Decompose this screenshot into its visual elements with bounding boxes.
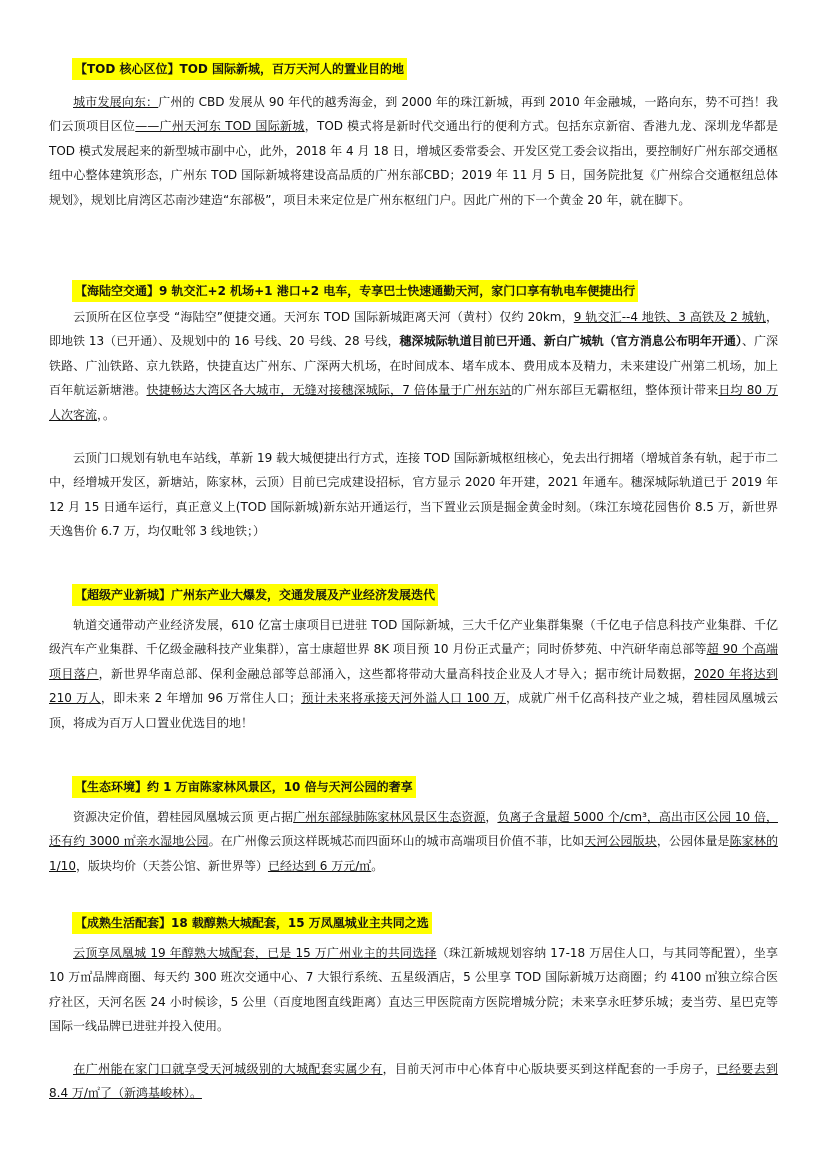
text-run: ，即未来 2 年增加 96 万常住人口； xyxy=(100,691,302,706)
underlined-text: 天河公园版块 xyxy=(584,834,657,849)
text-run: ，即地铁 13（已开通）、及规划中的 16 号线、20 号线、28 号线， xyxy=(49,310,778,349)
underlined-text: 云顶享凤凰城 19 年醇熟大城配套，已是 15 万广州业主的共同选择 xyxy=(73,946,437,960)
text-run: 轨道交通带动产业经济发展，610 亿富士康项目已进驻 TOD 国际新城，三大千亿产业集群集聚（千亿电子信息科技产业集群、千亿级汽车产业集群、千亿级金融科技产业集群），富士康超世界 8K 项目预 10 月份正式量产；同时侨梦苑、中汽研华南总部等 xyxy=(49,618,778,657)
underlined-text: 预计未来将承接天河外溢人口 100 万 xyxy=(301,691,507,706)
underlined-text: 快捷畅达大湾区各大城市，无缝对接穗深城际，7 倍体量于广州东站 xyxy=(146,383,512,398)
text-run: ，新世界华南总部、保利金融总部等总部涌入，这些都将带动大量高科技企业及人才导入；据市统计局数据， xyxy=(98,666,695,681)
text-run: 。在广州像云顶这样既城芯而四面环山的城市高端项目价值不菲，比如 xyxy=(208,834,585,849)
section-heading-ecology: 【生态环境】约 1 万亩陈家林风景区，10 倍与天河公园的奢享 xyxy=(72,776,416,798)
paragraph xyxy=(49,805,778,878)
text-run: ，。 xyxy=(97,407,116,422)
underlined-text: 超 90 个高端项目落户 xyxy=(49,642,778,681)
paragraph xyxy=(49,941,778,1039)
text-run: ，公园体量是 xyxy=(656,834,730,849)
underlined-text: 2020 年将达到 210 万人 xyxy=(49,666,778,706)
text-run: （珠江新城规划容纳 17-18 万居住人口，与其同等配置），坐享 10 万㎡品牌商圈、每天约 300 班次交通中心、7 大银行系统、五星级酒店，5 公里享 TOD 国际新城万达商圈；约 4100 ㎡独立综合医疗社区，天河名医 24 小时候诊，5 公里（百度地图直线距离）直达三甲医院南方医院增城分院；未来享永旺梦乐城；麦当劳、星巴克等国际一线品牌已进驻并投入使用。 xyxy=(49,946,778,1034)
underlined-text: 日均 80 万人次客流 xyxy=(49,383,778,422)
underlined-text: 陈家林的 1/10 xyxy=(49,834,778,873)
paragraph xyxy=(49,305,778,427)
text-run: 、广深铁路、广汕铁路、京九铁路，快捷直达广州东、广深两大机场，在时间成本、堵车成本、费用成本及精力，未来建设广州第二机场，加上百年航运新塘港。 xyxy=(49,334,778,398)
underlined-text: ——广州天河东 TOD 国际新城 xyxy=(135,119,305,134)
text-run: ，版块均价（天荟公馆、新世界等） xyxy=(75,858,268,873)
bold-text: 穗深城际轨道目前已开通、新白广城轨（官方消息公布明年开通） xyxy=(399,334,742,349)
text-run: ，成就广州千亿高科技产业之城，碧桂园凤凰城云顶，将成为百万人口置业优选目的地！ xyxy=(49,691,778,730)
paragraph xyxy=(49,1057,778,1106)
section-heading-amenities: 【成熟生活配套】18 载醇熟大城配套，15 万凤凰城业主共同之选 xyxy=(72,912,432,934)
text-run: ，目前天河市中心体育中心版块要买到这样配套的一手房子， xyxy=(382,1062,717,1076)
section-heading-industry: 【超级产业新城】广州东产业大爆发，交通发展及产业经济发展迭代 xyxy=(72,584,438,606)
underlined-text: 广州东部绿肺陈家林风景区生态资源 xyxy=(293,810,486,824)
section-heading-tod-location: 【TOD 核心区位】TOD 国际新城，百万天河人的置业目的地 xyxy=(72,58,407,80)
underlined-text: 负离子含量超 5000 个/cm³，高出市区公园 10 倍，还有约 3000 ㎡亲水湿地公园 xyxy=(49,810,778,849)
underlined-text: 在广州能在家门口就享受天河城级别的大城配套实属少有 xyxy=(73,1062,383,1076)
text-run: ，TOD 模式将是新时代交通出行的便利方式。包括东京新宿、香港九龙、深圳龙华都是 TOD 模式发展起来的新型城市副中心，此外，2018 年 4 月 18 日，增城区委常委会、开发区党工委会议指出，要控制好广州东部交通枢纽中心整体建筑形态，广州东 TOD 国际新城将建设高品质的广州东部CBD；2019 年 11 月 5 日，国务院批复《广州综合交通枢纽总体规划》，规划比肩湾区芯南沙建造“东部极”，项目未来定位是广州东枢纽门户。因此广州的下一个黄金 20 年，就在脚下。 xyxy=(49,119,778,207)
text-run: 资源决定价值，碧桂园凤凰城云顶 更占据 xyxy=(73,810,294,824)
underlined-text: 9 轨交汇--4 地铁、3 高铁及 2 城轨 xyxy=(573,310,766,324)
underlined-text: 已经达到 6 万元/㎡ xyxy=(267,858,372,873)
text-run: 的广州东部巨无霸枢纽，整体预计带来 xyxy=(511,383,719,398)
text-run: 云顶门口规划有轨电车站线，革新 19 载大城便捷出行方式，连接 TOD 国际新城枢纽核心，免去出行拥堵（增城首条有轨，起于市二中，经增城开发区，新塘站，陈家林，云顶）目前已完成建设招标，官方显示 2020 年开建，2021 年通车。穗深城际轨道已于 2019 年 12 月 15 日通车运行，真正意义上(TOD 国际新城)新东站开通运行，当下置业云顶是掘金黄金时刻。（珠江东境花园售价 8.5 万，新世界天逸售价 6.7 万，均仅毗邻 3 线地铁；） xyxy=(49,451,778,539)
paragraph xyxy=(49,446,778,544)
underlined-text: 已经要去到 8.4 万/㎡了（新鸿基峻林）。 xyxy=(49,1062,778,1101)
underlined-text: 城市发展向东： xyxy=(73,95,159,109)
paragraph xyxy=(49,613,778,735)
text-run: 广州的 CBD 发展从 90 年代的越秀海金，到 2000 年的珠江新城，再到 2010 年金融城，一路向东，势不可挡！我们云顶项目区位 xyxy=(49,95,778,134)
text-run: 。 xyxy=(371,858,384,873)
text-run: ， xyxy=(485,810,498,824)
section-heading-transport: 【海陆空交通】9 轨交汇+2 机场+1 港口+2 电车，专享巴士快速通勤天河，家门口享有轨电车便捷出行 xyxy=(72,280,638,302)
text-run: 云顶所在区位享受 “海陆空”便捷交通。天河东 TOD 国际新城距离天河（黄村）仅约 20km， xyxy=(73,310,574,324)
paragraph xyxy=(49,90,778,212)
